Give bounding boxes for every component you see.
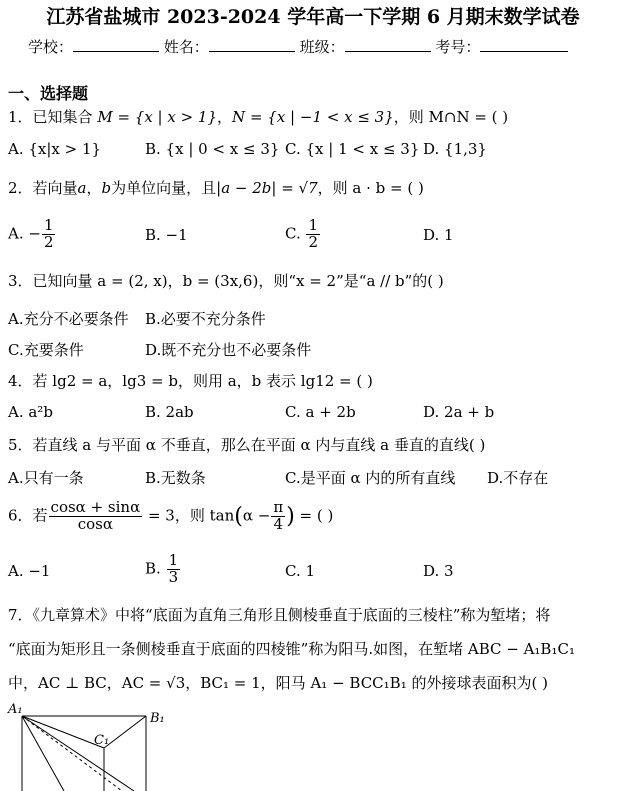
q4-option-a[interactable]: A. a²b bbox=[8, 403, 53, 421]
q6-option-b[interactable]: B. $\frac{1}{3}$ bbox=[145, 551, 179, 586]
question-7-line-3: 中，AC ⊥ BC，AC = √3，BC₁ = 1，阳马 A₁ − BCC₁B₁ 的外接球表面积为( ) bbox=[8, 674, 548, 692]
q1-option-b[interactable]: B. {x | 0 < x ≤ 3} bbox=[145, 140, 280, 158]
label-b1: B₁ bbox=[150, 711, 165, 726]
question-5-stem: 5．若直线 a 与平面 α 不垂直，那么在平面 α 内与直线 a 垂直的直线( ) bbox=[8, 436, 486, 454]
q7-figure bbox=[4, 700, 174, 791]
name-label: 姓名： bbox=[163, 38, 209, 56]
q4-option-b[interactable]: B. 2ab bbox=[145, 403, 194, 421]
school-label: 学校： bbox=[28, 38, 74, 56]
q5-option-c[interactable]: C.是平面 α 内的所有直线 bbox=[285, 469, 456, 487]
q1-option-a[interactable]: A. {x|x > 1} bbox=[8, 140, 102, 158]
class-label: 班级： bbox=[299, 38, 345, 56]
q5-option-b[interactable]: B.无数条 bbox=[145, 469, 206, 487]
q6-option-a[interactable]: A. −1 bbox=[8, 562, 51, 580]
number-label: 考号： bbox=[435, 38, 481, 56]
class-blank[interactable] bbox=[345, 37, 431, 52]
q3-option-b[interactable]: B.必要不充分条件 bbox=[145, 310, 266, 328]
student-info-row bbox=[28, 36, 568, 57]
label-a1: A₁ bbox=[8, 702, 23, 717]
question-2-stem: 2．若向量a，b为单位向量，且|a − 2b| = √7，则 a · b = ( ) bbox=[8, 179, 424, 197]
q6-option-d[interactable]: D. 3 bbox=[423, 562, 454, 580]
question-7-line-1: 7．《九章算术》中将“底面为直角三角形且侧棱垂直于底面的三棱柱”称为堑堵；将 bbox=[8, 606, 551, 624]
q3-option-d[interactable]: D.既不充分也不必要条件 bbox=[145, 341, 312, 359]
diag-a1-2 bbox=[22, 716, 64, 791]
dashed-diag bbox=[22, 716, 122, 791]
q3-option-c[interactable]: C.充要条件 bbox=[8, 341, 84, 359]
q5-option-a[interactable]: A.只有一条 bbox=[8, 469, 84, 487]
edge-c1-b1 bbox=[104, 716, 146, 748]
page-title: 江苏省盐城市 2023-2024 学年高一下学期 6 月期末数学试卷 bbox=[46, 6, 580, 28]
q2-option-d[interactable]: D. 1 bbox=[423, 226, 454, 244]
q1-option-d[interactable]: D. {1,3} bbox=[423, 140, 487, 158]
question-6-stem: 6．若 $\frac{\cos\alpha + \sin\alpha}{\cos\alpha}$ = 3，则 tan(α − $\frac{\pi}{4}$ ) = ( ) bbox=[8, 498, 334, 533]
number-blank[interactable] bbox=[480, 37, 568, 52]
q3-option-a[interactable]: A.充分不必要条件 bbox=[8, 310, 129, 328]
q6-option-c[interactable]: C. 1 bbox=[285, 562, 316, 580]
q1-option-c[interactable]: C. {x | 1 < x ≤ 3} bbox=[285, 140, 420, 158]
diag-a1-1 bbox=[22, 716, 134, 791]
question-1-stem: 1．已知集合 M = {x | x > 1}，N = {x | −1 < x ≤ 3}，则 M∩N = ( ) bbox=[8, 108, 509, 126]
question-3-stem: 3．已知向量 a = (2, x)，b = (3x,6)，则“x = 2”是“a // b”的( ) bbox=[8, 272, 444, 290]
q4-option-c[interactable]: C. a + 2b bbox=[285, 403, 356, 421]
section-title: 一、选择题 bbox=[8, 84, 89, 103]
q2-option-a[interactable]: A. − $\frac{1}{2}$ bbox=[8, 216, 54, 251]
school-blank[interactable] bbox=[73, 37, 159, 52]
q2-option-b[interactable]: B. −1 bbox=[145, 226, 188, 244]
label-c1: C₁ bbox=[94, 733, 110, 748]
q6-fraction: $\frac{\cos\alpha + \sin\alpha}{\cos\alpha}$ bbox=[50, 498, 141, 533]
q4-option-d[interactable]: D. 2a + b bbox=[423, 403, 495, 421]
question-4-stem: 4．若 lg2 = a，lg3 = b，则用 a，b 表示 lg12 = ( ) bbox=[8, 372, 373, 390]
q5-option-d[interactable]: D.不存在 bbox=[487, 469, 549, 487]
q2-option-c[interactable]: C. $\frac{1}{2}$ bbox=[285, 216, 319, 251]
question-7-line-2: “底面为矩形且一条侧棱垂直于底面的四棱锥”称为阳马.如图，在堑堵 ABC − A₁B₁C₁ bbox=[8, 640, 575, 658]
name-blank[interactable] bbox=[209, 37, 295, 52]
